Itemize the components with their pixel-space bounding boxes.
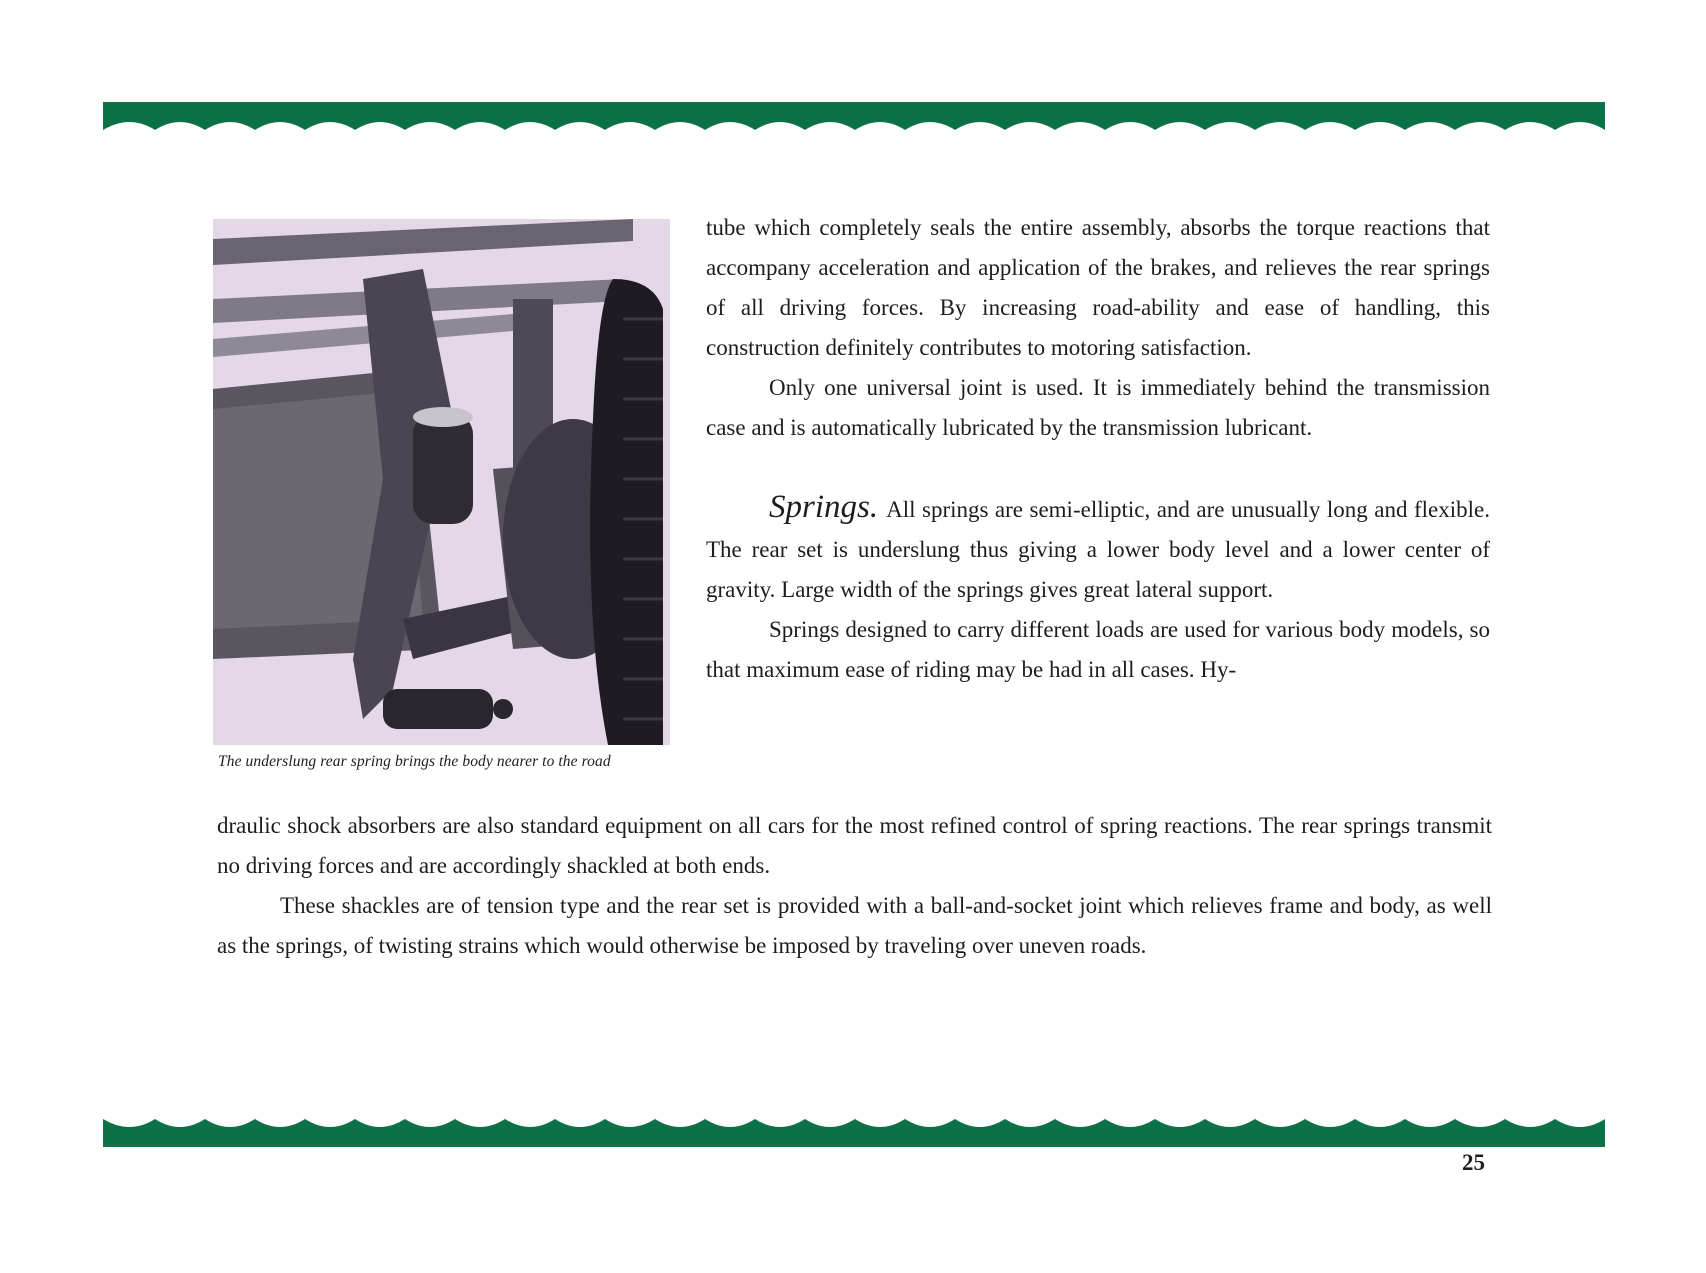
paragraph-spring-loads-start: Springs designed to carry different loads are used for various body models, so that maximum ease of riding may be had in all cases. Hy- xyxy=(706,617,1490,682)
top-decorative-band xyxy=(103,102,1605,142)
car-rear-suspension-photo-icon xyxy=(213,219,670,745)
paragraph-springs xyxy=(706,487,1490,610)
paragraph-shock-absorbers: draulic shock absorbers are also standard equipment on all cars for the most refined control of spring reactions. The rear springs transmit no driving forces and are accordingly shackled at both ends. xyxy=(217,813,1492,878)
page-number: 25 xyxy=(1462,1150,1485,1175)
right-column-text xyxy=(706,208,1490,690)
paragraph-universal-joint: Only one universal joint is used. It is immediately behind the transmission case and is automatically lubricated by the transmission lubricant. xyxy=(706,375,1490,440)
bottom-decorative-band xyxy=(103,1107,1605,1147)
photo-caption: The underslung rear spring brings the body nearer to the road xyxy=(218,753,611,770)
paragraph-torque-tube: tube which completely seals the entire assembly, absorbs the torque reactions that accompany acceleration and application of the brakes, and relieves the rear springs of all driving forces. By increasing road-ability and ease of handling, this construction definitely contributes to motoring satisfaction. xyxy=(706,215,1490,360)
rear-suspension-photo xyxy=(213,219,670,745)
springs-text: All springs are semi-elliptic, and are unusually long and flexible. The rear set is underslung thus giving a lower body level and a lower center of gravity. Large width of the springs gives great lateral support. xyxy=(706,497,1490,602)
full-width-text xyxy=(217,806,1492,966)
paragraph-shackles: These shackles are of tension type and the rear set is provided with a ball-and-socket joint which relieves frame and body, as well as the springs, of twisting strains which would otherwise be imposed by traveling over uneven roads. xyxy=(217,893,1492,958)
section-heading-springs: Springs. xyxy=(769,489,879,525)
